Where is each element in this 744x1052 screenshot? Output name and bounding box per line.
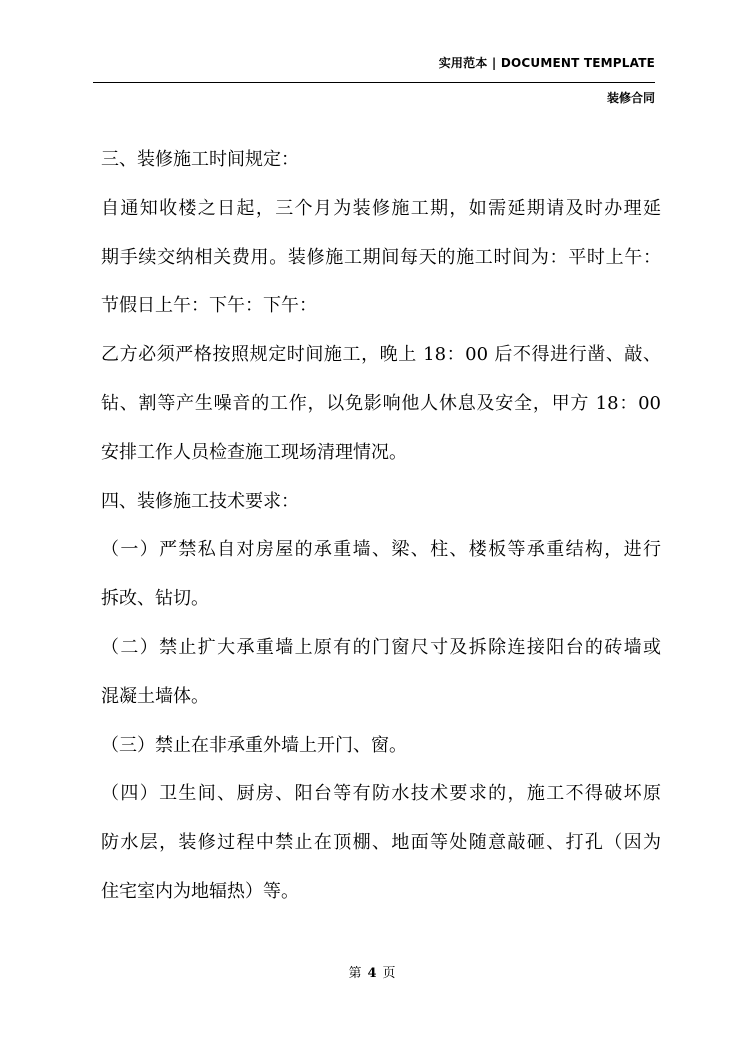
- paragraph-line: 自通知收楼之日起，三个月为装修施工期，如需延期请及时办理延: [101, 197, 661, 219]
- page-number: 4: [367, 966, 377, 981]
- paragraph-line: 钻、割等产生噪音的工作，以免影响他人休息及安全，甲方 18：00: [101, 392, 661, 414]
- header-title: 实用范本 | DOCUMENT TEMPLATE: [438, 56, 655, 70]
- list-item-1-line: （一）严禁私自对房屋的承重墙、梁、柱、楼板等承重结构，进行: [101, 539, 661, 561]
- page-header: [93, 50, 655, 110]
- list-item-4-line: 防水层，装修过程中禁止在顶棚、地面等处随意敲砸、打孔（因为: [101, 832, 661, 854]
- paragraph-line: 乙方必须严格按照规定时间施工，晚上 18：00 后不得进行凿、敲、: [101, 344, 661, 366]
- section-heading-3: 三、装修施工时间规定：: [101, 149, 299, 170]
- list-item-2-line: 混凝土墙体。: [101, 685, 209, 707]
- header-subtitle: 装修合同: [606, 91, 655, 105]
- page-number-prefix: 第: [348, 966, 362, 981]
- list-item-4-line: （四）卫生间、厨房、阳台等有防水技术要求的，施工不得破坏原: [101, 783, 661, 805]
- list-item-3-line: （三）禁止在非承重外墙上开门、窗。: [101, 734, 407, 756]
- page-number-suffix: 页: [382, 966, 396, 981]
- page-footer: [0, 962, 744, 981]
- list-item-2-line: （二）禁止扩大承重墙上原有的门窗尺寸及拆除连接阳台的砖墙或: [101, 636, 661, 658]
- document-body: [101, 136, 661, 917]
- paragraph-line: 安排工作人员检查施工现场清理情况。: [101, 441, 407, 463]
- paragraph-line: 节假日上午：下午：下午：: [101, 295, 317, 317]
- paragraph-line: 期手续交纳相关费用。装修施工期间每天的施工时间为：平时上午：: [101, 246, 661, 268]
- list-item-4-line: 住宅室内为地辐热）等。: [101, 880, 299, 902]
- section-heading-4: 四、装修施工技术要求：: [101, 490, 299, 512]
- header-divider: [93, 82, 655, 83]
- list-item-1-line: 拆改、钻切。: [101, 588, 209, 610]
